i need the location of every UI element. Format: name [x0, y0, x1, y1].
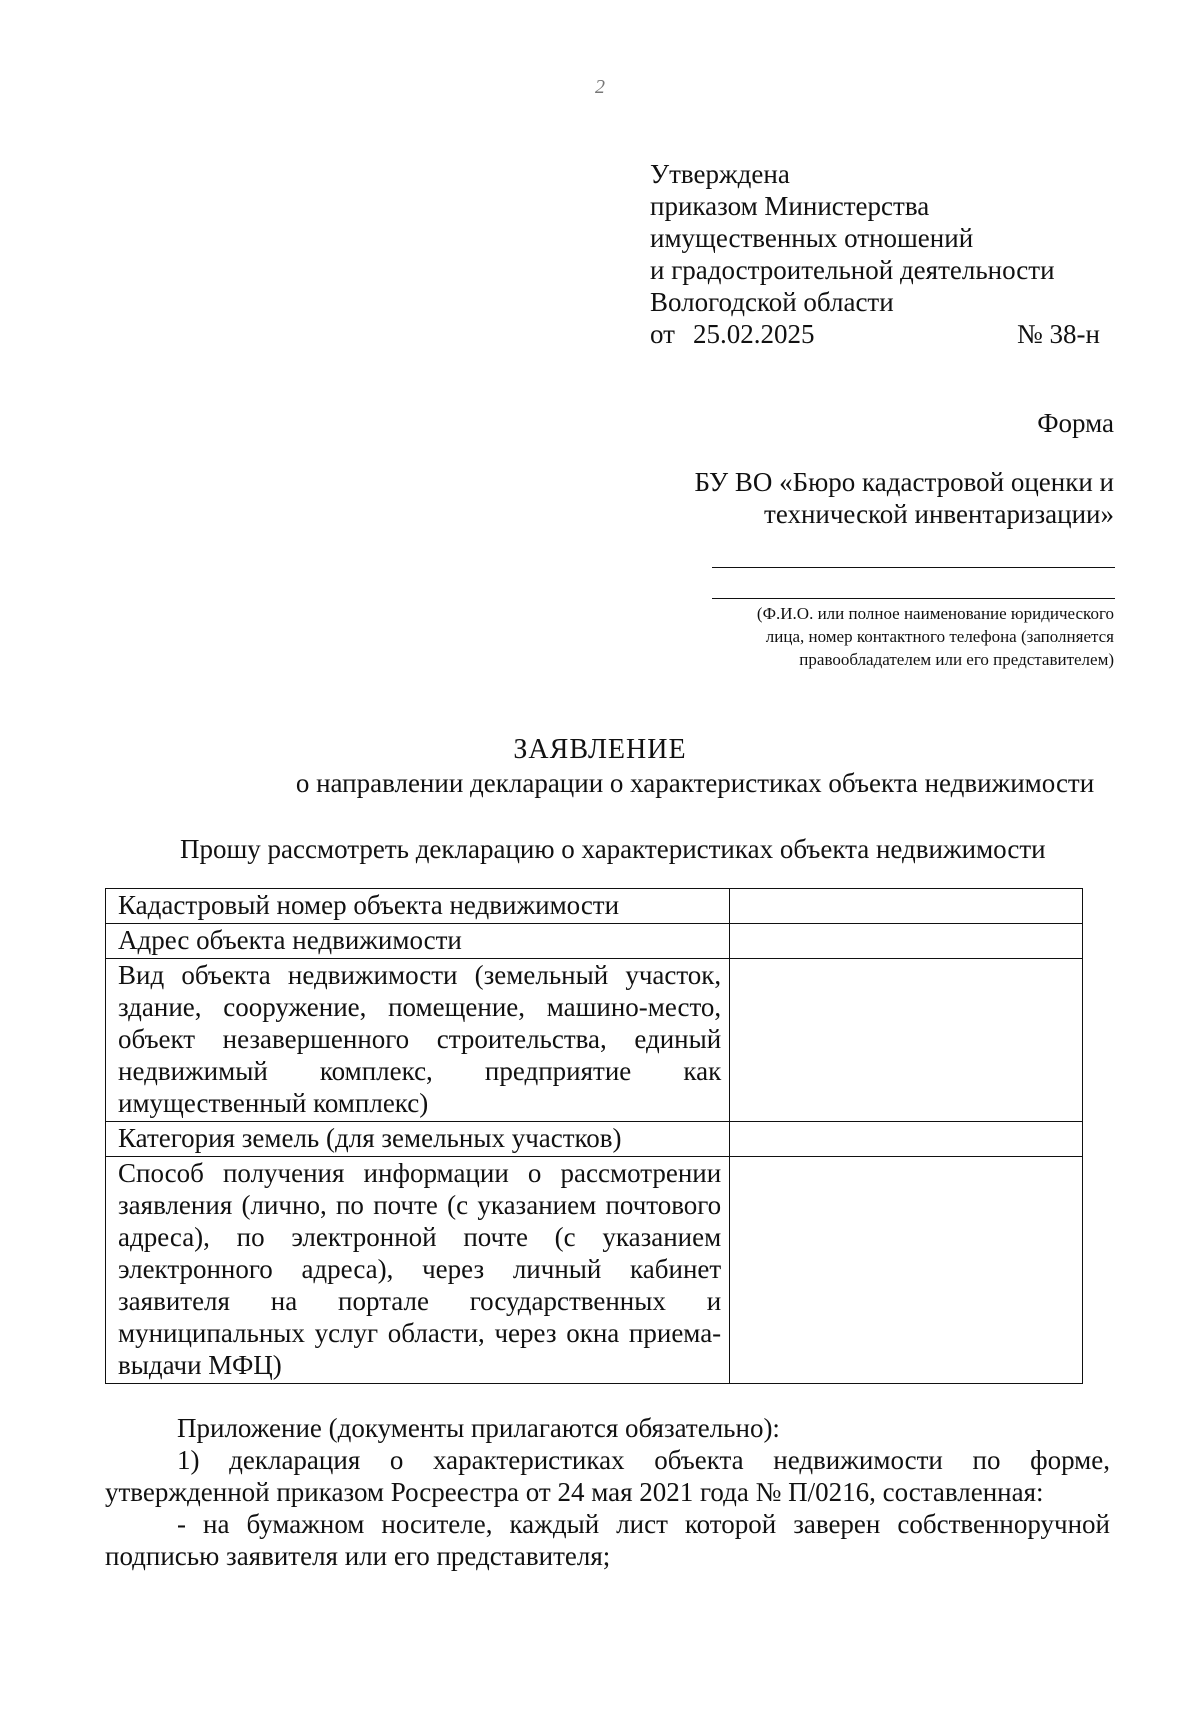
caption-line: (Ф.И.О. или полное наименование юридического — [756, 604, 1114, 623]
applicant-name-line — [712, 567, 1115, 568]
signature-caption — [757, 602, 1114, 671]
approval-line: приказом Министерства — [650, 191, 930, 221]
recipient-line: технической инвентаризации» — [764, 499, 1114, 529]
field-label-response-method: Способ получения информации о рассмотрении заявления (лично, по почте (с указанием почтового адреса), по электронной почте (с указанием электронного адреса), через личный кабинет заявителя на портале государственных и муниципальных услуг области, через окна приема-выдачи МФЦ) — [106, 1157, 730, 1384]
document-title: ЗАЯВЛЕНИЕ — [513, 734, 687, 765]
approval-date-line — [650, 318, 1100, 350]
appendix-item: 1) декларация о характеристиках объекта недвижимости по форме, утвержденной приказом Росреестра от 24 мая 2021 года № П/0216, составленная: — [105, 1445, 1110, 1507]
approval-line: Утверждена — [650, 159, 790, 189]
table-row — [106, 959, 1083, 1122]
appendix-section — [105, 1412, 1110, 1572]
approval-line: Вологодской области — [650, 287, 894, 317]
table-row — [106, 1157, 1083, 1384]
approval-date-value: 25.02.2025 — [692, 319, 815, 349]
field-value-land-category — [730, 1122, 1083, 1157]
applicant-contact-line — [712, 598, 1115, 599]
appendix-heading: Приложение (документы прилагаются обязательно): — [177, 1413, 780, 1443]
request-text: Прошу рассмотреть декларацию о характеристиках объекта недвижимости — [180, 834, 1046, 864]
appendix-subitem: - на бумажном носителе, каждый лист которой заверен собственноручной подписью заявителя или его представителя; — [105, 1509, 1110, 1571]
table-row — [106, 889, 1083, 924]
recipient-line: БУ ВО «Бюро кадастровой оценки и — [694, 467, 1114, 497]
page-number: 2 — [595, 76, 605, 98]
caption-line: лица, номер контактного телефона (заполняется — [765, 627, 1114, 646]
field-label-object-type: Вид объекта недвижимости (земельный участок, здание, сооружение, помещение, машино-место, объект незавершенного строительства, единый недвижимый комплекс, предприятие как имущественный комплекс) — [106, 959, 730, 1122]
approval-block — [650, 158, 1100, 350]
approval-line: имущественных отношений — [650, 223, 974, 253]
approval-number: № 38-н — [1017, 319, 1100, 349]
form-label: Форма — [1037, 408, 1114, 438]
field-label-cadastral-number: Кадастровый номер объекта недвижимости — [106, 889, 730, 924]
field-value-cadastral-number — [730, 889, 1083, 924]
document-subtitle: о направлении декларации о характеристиках объекта недвижимости — [295, 768, 1095, 798]
caption-line: правообладателем или его представителем) — [799, 650, 1114, 669]
application-form-table — [105, 888, 1083, 1384]
table-row — [106, 1122, 1083, 1157]
field-value-address — [730, 924, 1083, 959]
table-row — [106, 924, 1083, 959]
field-value-response-method — [730, 1157, 1083, 1384]
recipient-block — [694, 466, 1114, 530]
field-label-land-category: Категория земель (для земельных участков) — [106, 1122, 730, 1157]
approval-line: и градостроительной деятельности — [650, 255, 1055, 285]
field-value-object-type — [730, 959, 1083, 1122]
approval-date-prefix: от — [650, 319, 675, 349]
field-label-address: Адрес объекта недвижимости — [106, 924, 730, 959]
approval-date — [650, 318, 814, 350]
